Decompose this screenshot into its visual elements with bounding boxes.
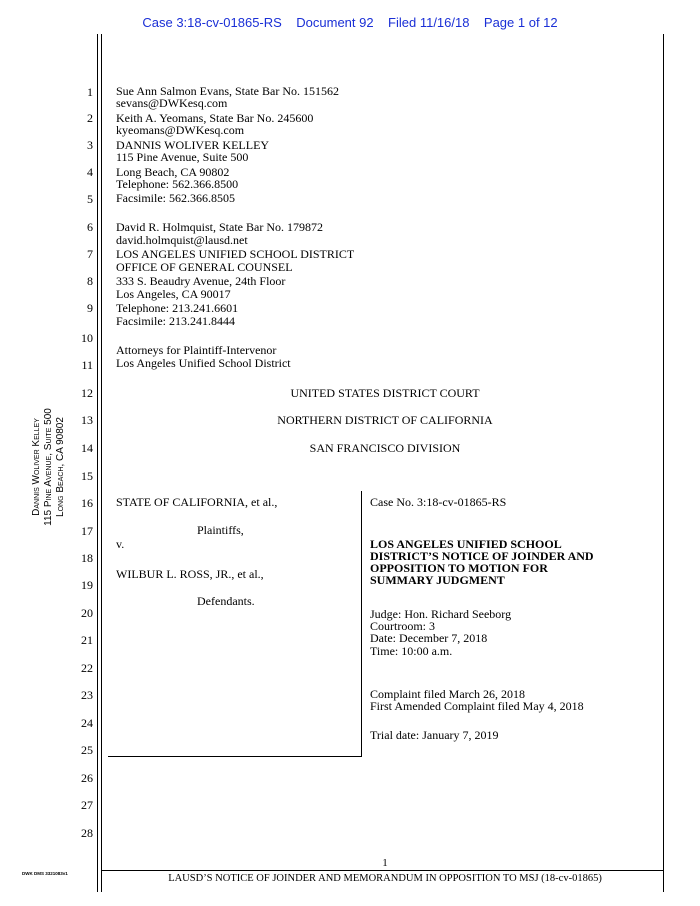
- dms-code: DWK DMS 3321083v1: [22, 871, 68, 876]
- footer-rule: [102, 870, 663, 871]
- line-number: 2: [87, 111, 93, 125]
- line-number: 27: [81, 798, 93, 812]
- line-number: 1: [87, 85, 93, 99]
- line-number: 17: [81, 524, 93, 538]
- document-title-line: OPPOSITION TO MOTION FOR: [370, 561, 548, 575]
- defendant-name: WILBUR L. ROSS, JR., et al.,: [116, 567, 264, 581]
- versus: v.: [116, 537, 125, 551]
- line-number: 5: [87, 192, 93, 206]
- caption-bottom-rule: [108, 756, 362, 757]
- caption-divider: [361, 491, 362, 757]
- case-number: Case No. 3:18-cv-01865-RS: [370, 495, 507, 509]
- complaint-filed: Complaint filed March 26, 2018: [370, 687, 525, 701]
- address-line: 333 S. Beaudry Avenue, 24th Floor: [116, 274, 286, 288]
- line-number: 18: [81, 551, 93, 565]
- attorney-email: kyeomans@DWKesq.com: [116, 123, 245, 137]
- court-name: UNITED STATES DISTRICT COURT: [290, 386, 480, 400]
- line-number: 8: [87, 274, 93, 288]
- line-number: 9: [87, 301, 93, 315]
- plaintiff-name: STATE OF CALIFORNIA, et al.,: [116, 495, 278, 509]
- document-title-line: SUMMARY JUDGMENT: [370, 573, 505, 587]
- office-name: OFFICE OF GENERAL COUNSEL: [116, 260, 293, 274]
- court-district: NORTHERN DISTRICT OF CALIFORNIA: [277, 413, 493, 427]
- office-name: LOS ANGELES UNIFIED SCHOOL DISTRICT: [116, 247, 355, 261]
- line-number: 28: [81, 826, 93, 840]
- footer-title: LAUSD’S NOTICE OF JOINDER AND MEMORANDUM IN OPPOSITION TO MSJ (18-cv-01865): [168, 873, 602, 884]
- line-number: 11: [81, 358, 93, 372]
- plaintiff-role: Plaintiffs,: [197, 523, 244, 537]
- right-margin-rule: [663, 34, 664, 892]
- line-number: 4: [87, 165, 93, 179]
- line-number: 24: [81, 716, 93, 730]
- line-number: 26: [81, 771, 93, 785]
- hearing-date: Date: December 7, 2018: [370, 631, 488, 645]
- side-city: Long Beach, CA 90802: [55, 417, 66, 517]
- address-line: Long Beach, CA 90802: [116, 165, 230, 179]
- attorney-line: David R. Holmquist, State Bar No. 179872: [116, 220, 323, 234]
- amended-complaint-filed: First Amended Complaint filed May 4, 2018: [370, 699, 584, 713]
- attorneys-for-party: Los Angeles Unified School District: [116, 356, 291, 370]
- judge: Judge: Hon. Richard Seeborg: [370, 607, 512, 621]
- telephone: Telephone: 562.366.8500: [116, 177, 239, 191]
- line-number: 14: [81, 441, 93, 455]
- line-number: 13: [81, 413, 93, 427]
- line-number: 12: [81, 386, 93, 400]
- left-margin-rule-outer: [97, 34, 98, 892]
- side-address: 115 Pine Avenue, Suite 500: [43, 408, 54, 526]
- court-division: SAN FRANCISCO DIVISION: [309, 441, 461, 455]
- attorney-line: Sue Ann Salmon Evans, State Bar No. 151562: [116, 84, 339, 98]
- line-number: 21: [81, 633, 93, 647]
- line-number: 15: [81, 469, 93, 483]
- hearing-time: Time: 10:00 a.m.: [370, 644, 453, 658]
- telephone: Telephone: 213.241.6601: [116, 301, 239, 315]
- attorney-line: Keith A. Yeomans, State Bar No. 245600: [116, 111, 314, 125]
- defendant-role: Defendants.: [197, 594, 255, 608]
- facsimile: Facsimile: 213.241.8444: [116, 314, 235, 328]
- page-number: 1: [382, 857, 388, 869]
- line-number: 20: [81, 606, 93, 620]
- address-line: 115 Pine Avenue, Suite 500: [116, 150, 249, 164]
- line-number: 10: [81, 331, 93, 345]
- line-number: 22: [81, 661, 93, 675]
- line-number: 6: [87, 220, 93, 234]
- courtroom: Courtroom: 3: [370, 619, 435, 633]
- document-title-line: DISTRICT’S NOTICE OF JOINDER AND: [370, 549, 594, 563]
- firm-side-label: [31, 387, 73, 547]
- address-line: Los Angeles, CA 90017: [116, 287, 231, 301]
- line-number: 23: [81, 688, 93, 702]
- line-number: 25: [81, 743, 93, 757]
- attorney-email: david.holmquist@lausd.net: [116, 233, 248, 247]
- line-number: 3: [87, 138, 93, 152]
- line-number: 7: [87, 247, 93, 261]
- line-number: 19: [81, 578, 93, 592]
- firm-name: DANNIS WOLIVER KELLEY: [116, 138, 270, 152]
- side-firm-name: Dannis Woliver Kelley: [31, 418, 42, 516]
- attorney-email: sevans@DWKesq.com: [116, 96, 228, 110]
- line-number: 16: [81, 496, 93, 510]
- facsimile: Facsimile: 562.366.8505: [116, 191, 235, 205]
- left-margin-rule-inner: [101, 34, 102, 892]
- ecf-header: Case 3:18-cv-01865-RS Document 92 Filed 11/16/18 Page 1 of 12: [142, 15, 558, 30]
- trial-date: Trial date: January 7, 2019: [370, 728, 499, 742]
- document-title-line: LOS ANGELES UNIFIED SCHOOL: [370, 537, 562, 551]
- attorneys-for-line: Attorneys for Plaintiff-Intervenor: [116, 343, 277, 357]
